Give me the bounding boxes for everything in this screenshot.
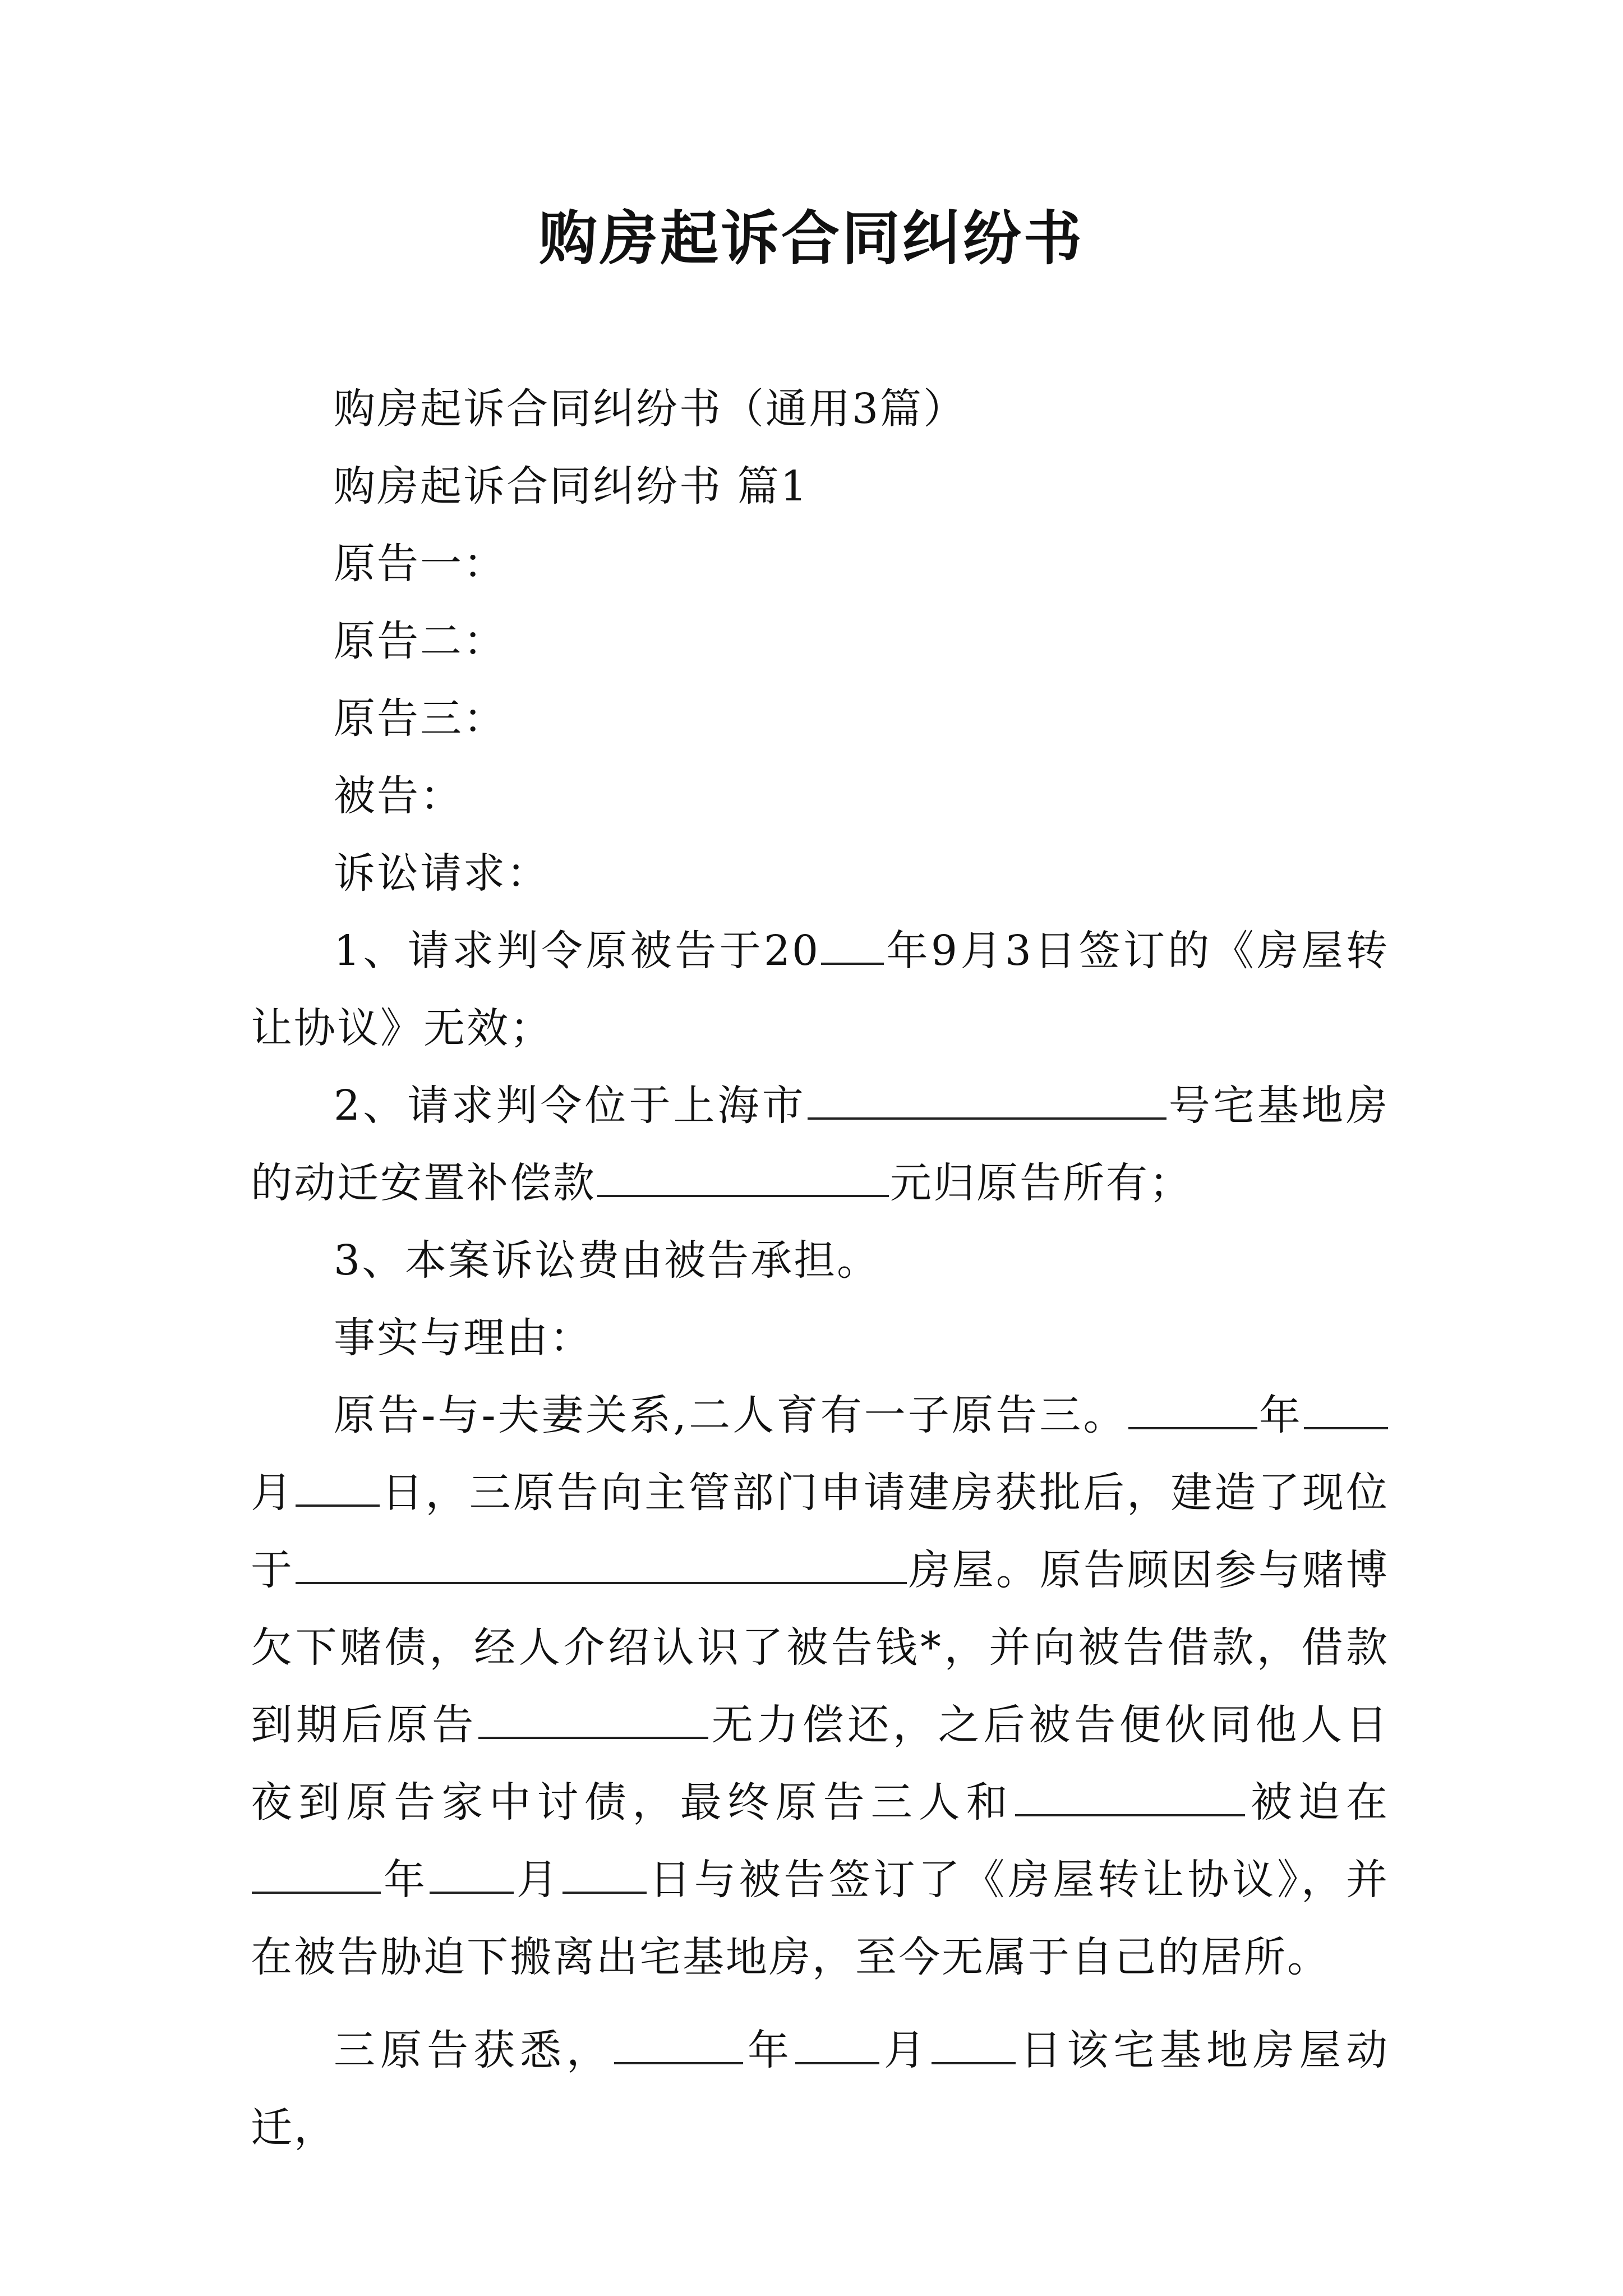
subtitle-line: 购房起诉合同纠纷书（通用3篇） xyxy=(334,385,967,433)
location-blank xyxy=(296,1549,907,1584)
year-blank xyxy=(252,1859,381,1894)
claim-2-text-c: 元归原告所有； xyxy=(890,1159,1192,1207)
address-blank xyxy=(808,1085,1166,1120)
document-body xyxy=(251,370,1389,2166)
facts-2-text-a: 三原告获悉， xyxy=(334,2026,613,2074)
facts-1-text-j: 日与被告签订了《房屋转让协议》，并在被告胁迫下搬离出宅基地房，至今无属于自己的居所。 xyxy=(251,1856,1390,1981)
claim-2-text-a: 2、请求判令位于上海市 xyxy=(334,1082,806,1130)
facts-1-text-b: 年 xyxy=(1258,1391,1303,1439)
day-blank xyxy=(932,2030,1016,2064)
month-blank xyxy=(1304,1395,1388,1429)
claim-2 xyxy=(251,1067,1389,1222)
day-blank xyxy=(296,1472,380,1507)
year-blank xyxy=(1128,1395,1257,1429)
facts-paragraph-1 xyxy=(251,1377,1389,1996)
facts-1-text-g: 被迫在 xyxy=(1246,1778,1390,1826)
plaintiff-2-line: 原告二： xyxy=(334,617,506,665)
claims-heading: 诉讼请求： xyxy=(334,849,550,898)
year-blank xyxy=(821,930,884,965)
plaintiff-1-line: 原告一： xyxy=(334,540,506,588)
claim-3: 3、本案诉讼费由被告承担。 xyxy=(334,1236,880,1285)
claim-1-text-b: 年9月3日签订的《房屋转让协议》无效； xyxy=(251,927,1389,1052)
facts-2-text-d: 日该宅基地房屋动迁， xyxy=(251,2026,1389,2152)
facts-1-text-a: 原告-与-夫妻关系,二人育有一子原告三。 xyxy=(334,1391,1127,1439)
claim-1 xyxy=(251,912,1389,1067)
facts-1-text-e: 房屋。原告顾因参与赌博欠下赌债，经人介绍认识了被告钱*，并向被告借款，借款到期后原告 xyxy=(251,1546,1389,1749)
name-blank xyxy=(478,1704,708,1739)
month-blank xyxy=(795,2030,879,2064)
year-blank xyxy=(614,2030,743,2064)
facts-1-text-h: 年 xyxy=(382,1856,428,1904)
day-blank xyxy=(562,1859,647,1894)
section-heading: 购房起诉合同纠纷书 篇1 xyxy=(334,462,809,510)
defendant-line: 被告： xyxy=(334,772,463,820)
facts-1-text-c: 月 xyxy=(251,1469,295,1517)
facts-1-text-i: 月 xyxy=(514,1856,561,1904)
claim-1-text-a: 1、请求判令原被告于20 xyxy=(334,927,820,975)
name-blank xyxy=(1015,1782,1245,1816)
amount-blank xyxy=(597,1162,889,1197)
facts-1-text-d: 日，三原告向主管部门申请建房获批后，建造了现位于 xyxy=(251,1469,1390,1594)
month-blank xyxy=(430,1859,514,1894)
document-title: 购房起诉合同纠纷书 xyxy=(538,204,1084,273)
plaintiff-3-line: 原告三： xyxy=(334,694,506,743)
facts-paragraph-2 xyxy=(251,2012,1389,2166)
claim-2-text-b: 号宅基地房的动迁安置补偿款 xyxy=(251,1082,1389,1207)
facts-2-text-b: 年 xyxy=(744,2026,794,2074)
facts-1-text-f: 无力偿还，之后被告便伙同他人日夜到原告家中讨债，最终原告三人和 xyxy=(251,1701,1389,1826)
facts-heading: 事实与理由： xyxy=(334,1314,593,1362)
facts-2-text-c: 月 xyxy=(880,2026,930,2074)
